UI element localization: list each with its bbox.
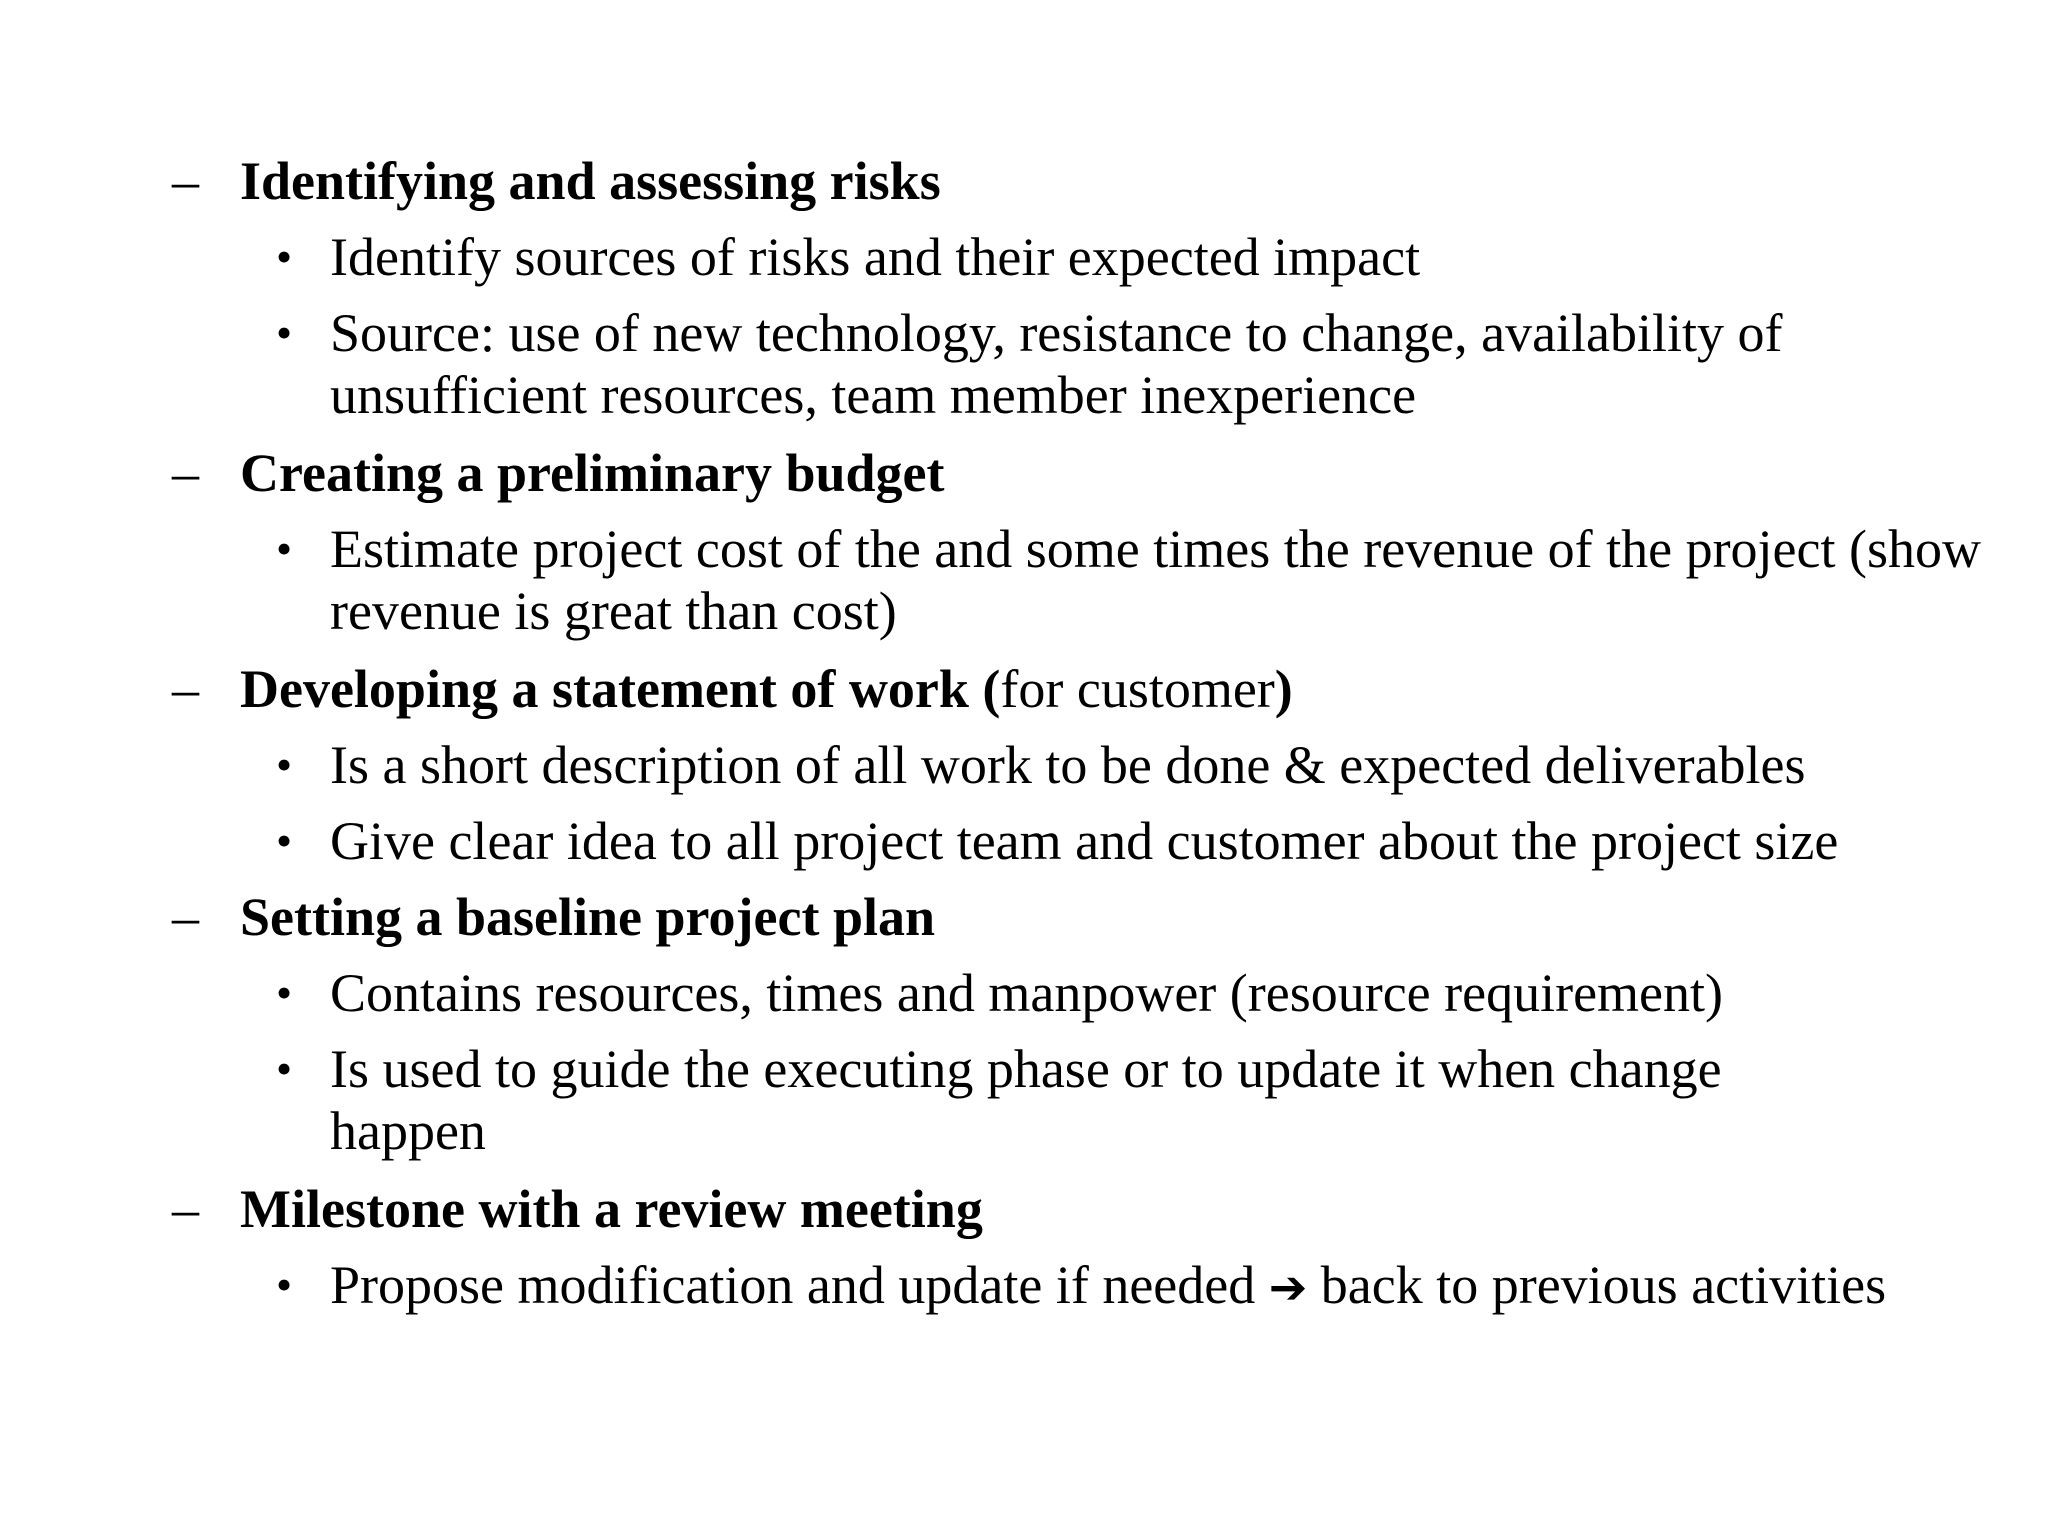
- section-title: Developing a statement of work (: [240, 659, 1001, 719]
- section-heading-budget: [172, 442, 945, 504]
- section-title: Creating a preliminary budget: [240, 443, 945, 503]
- list-item: [276, 1254, 1890, 1318]
- list-item-text: Estimate project cost of the and some times the revenue of the project (show revenue is great than cost): [330, 519, 1981, 641]
- bullet-marker: •: [276, 523, 293, 574]
- list-item-text: Source: use of new technology, resistance to change, availability of unsufficient resources, team member inexperience: [330, 303, 1783, 425]
- list-item: [276, 518, 2030, 642]
- bullet-marker: •: [276, 815, 293, 866]
- list-item: [276, 226, 2010, 288]
- section-title: Setting a baseline project plan: [240, 887, 936, 947]
- list-item-text: Give clear idea to all project team and customer about the project size: [330, 811, 1839, 871]
- list-item-text: Is used to guide the executing phase or to update it when change happen: [330, 1039, 1722, 1161]
- dash-marker: –: [172, 151, 199, 211]
- dash-marker: –: [172, 443, 199, 503]
- list-item: [276, 302, 1970, 426]
- bullet-marker: •: [276, 967, 293, 1018]
- dash-marker: –: [172, 659, 199, 719]
- list-item: [276, 810, 2010, 872]
- bullet-marker: •: [276, 739, 293, 790]
- list-item-text: Propose modification and update if needed: [330, 1255, 1269, 1315]
- list-item: [276, 734, 2010, 796]
- list-item-text-continued: back to previous activities: [1307, 1255, 1887, 1315]
- bullet-marker: •: [276, 231, 293, 282]
- bullet-marker: •: [276, 1043, 293, 1094]
- bullet-marker: •: [276, 307, 293, 358]
- bullet-marker: •: [276, 1259, 293, 1310]
- section-title: Milestone with a review meeting: [240, 1179, 983, 1239]
- list-item-text: Identify sources of risks and their expected impact: [330, 227, 1421, 287]
- section-title: Identifying and assessing risks: [240, 151, 941, 211]
- list-item: [276, 1038, 1890, 1162]
- section-heading-risks: [172, 150, 941, 212]
- dash-marker: –: [172, 887, 199, 947]
- list-item-text: Contains resources, times and manpower (resource requirement): [330, 963, 1724, 1023]
- section-heading-statement-of-work: [172, 658, 1293, 720]
- list-item: [276, 962, 2010, 1024]
- section-title-note: for customer: [1000, 659, 1275, 719]
- section-heading-milestone: [172, 1178, 983, 1240]
- section-title-close: ): [1274, 659, 1293, 719]
- list-item-text: Is a short description of all work to be done & expected deliverables: [330, 735, 1806, 795]
- section-heading-baseline-plan: [172, 886, 936, 948]
- arrow-right-icon: ➔: [1268, 1260, 1308, 1314]
- dash-marker: –: [172, 1179, 199, 1239]
